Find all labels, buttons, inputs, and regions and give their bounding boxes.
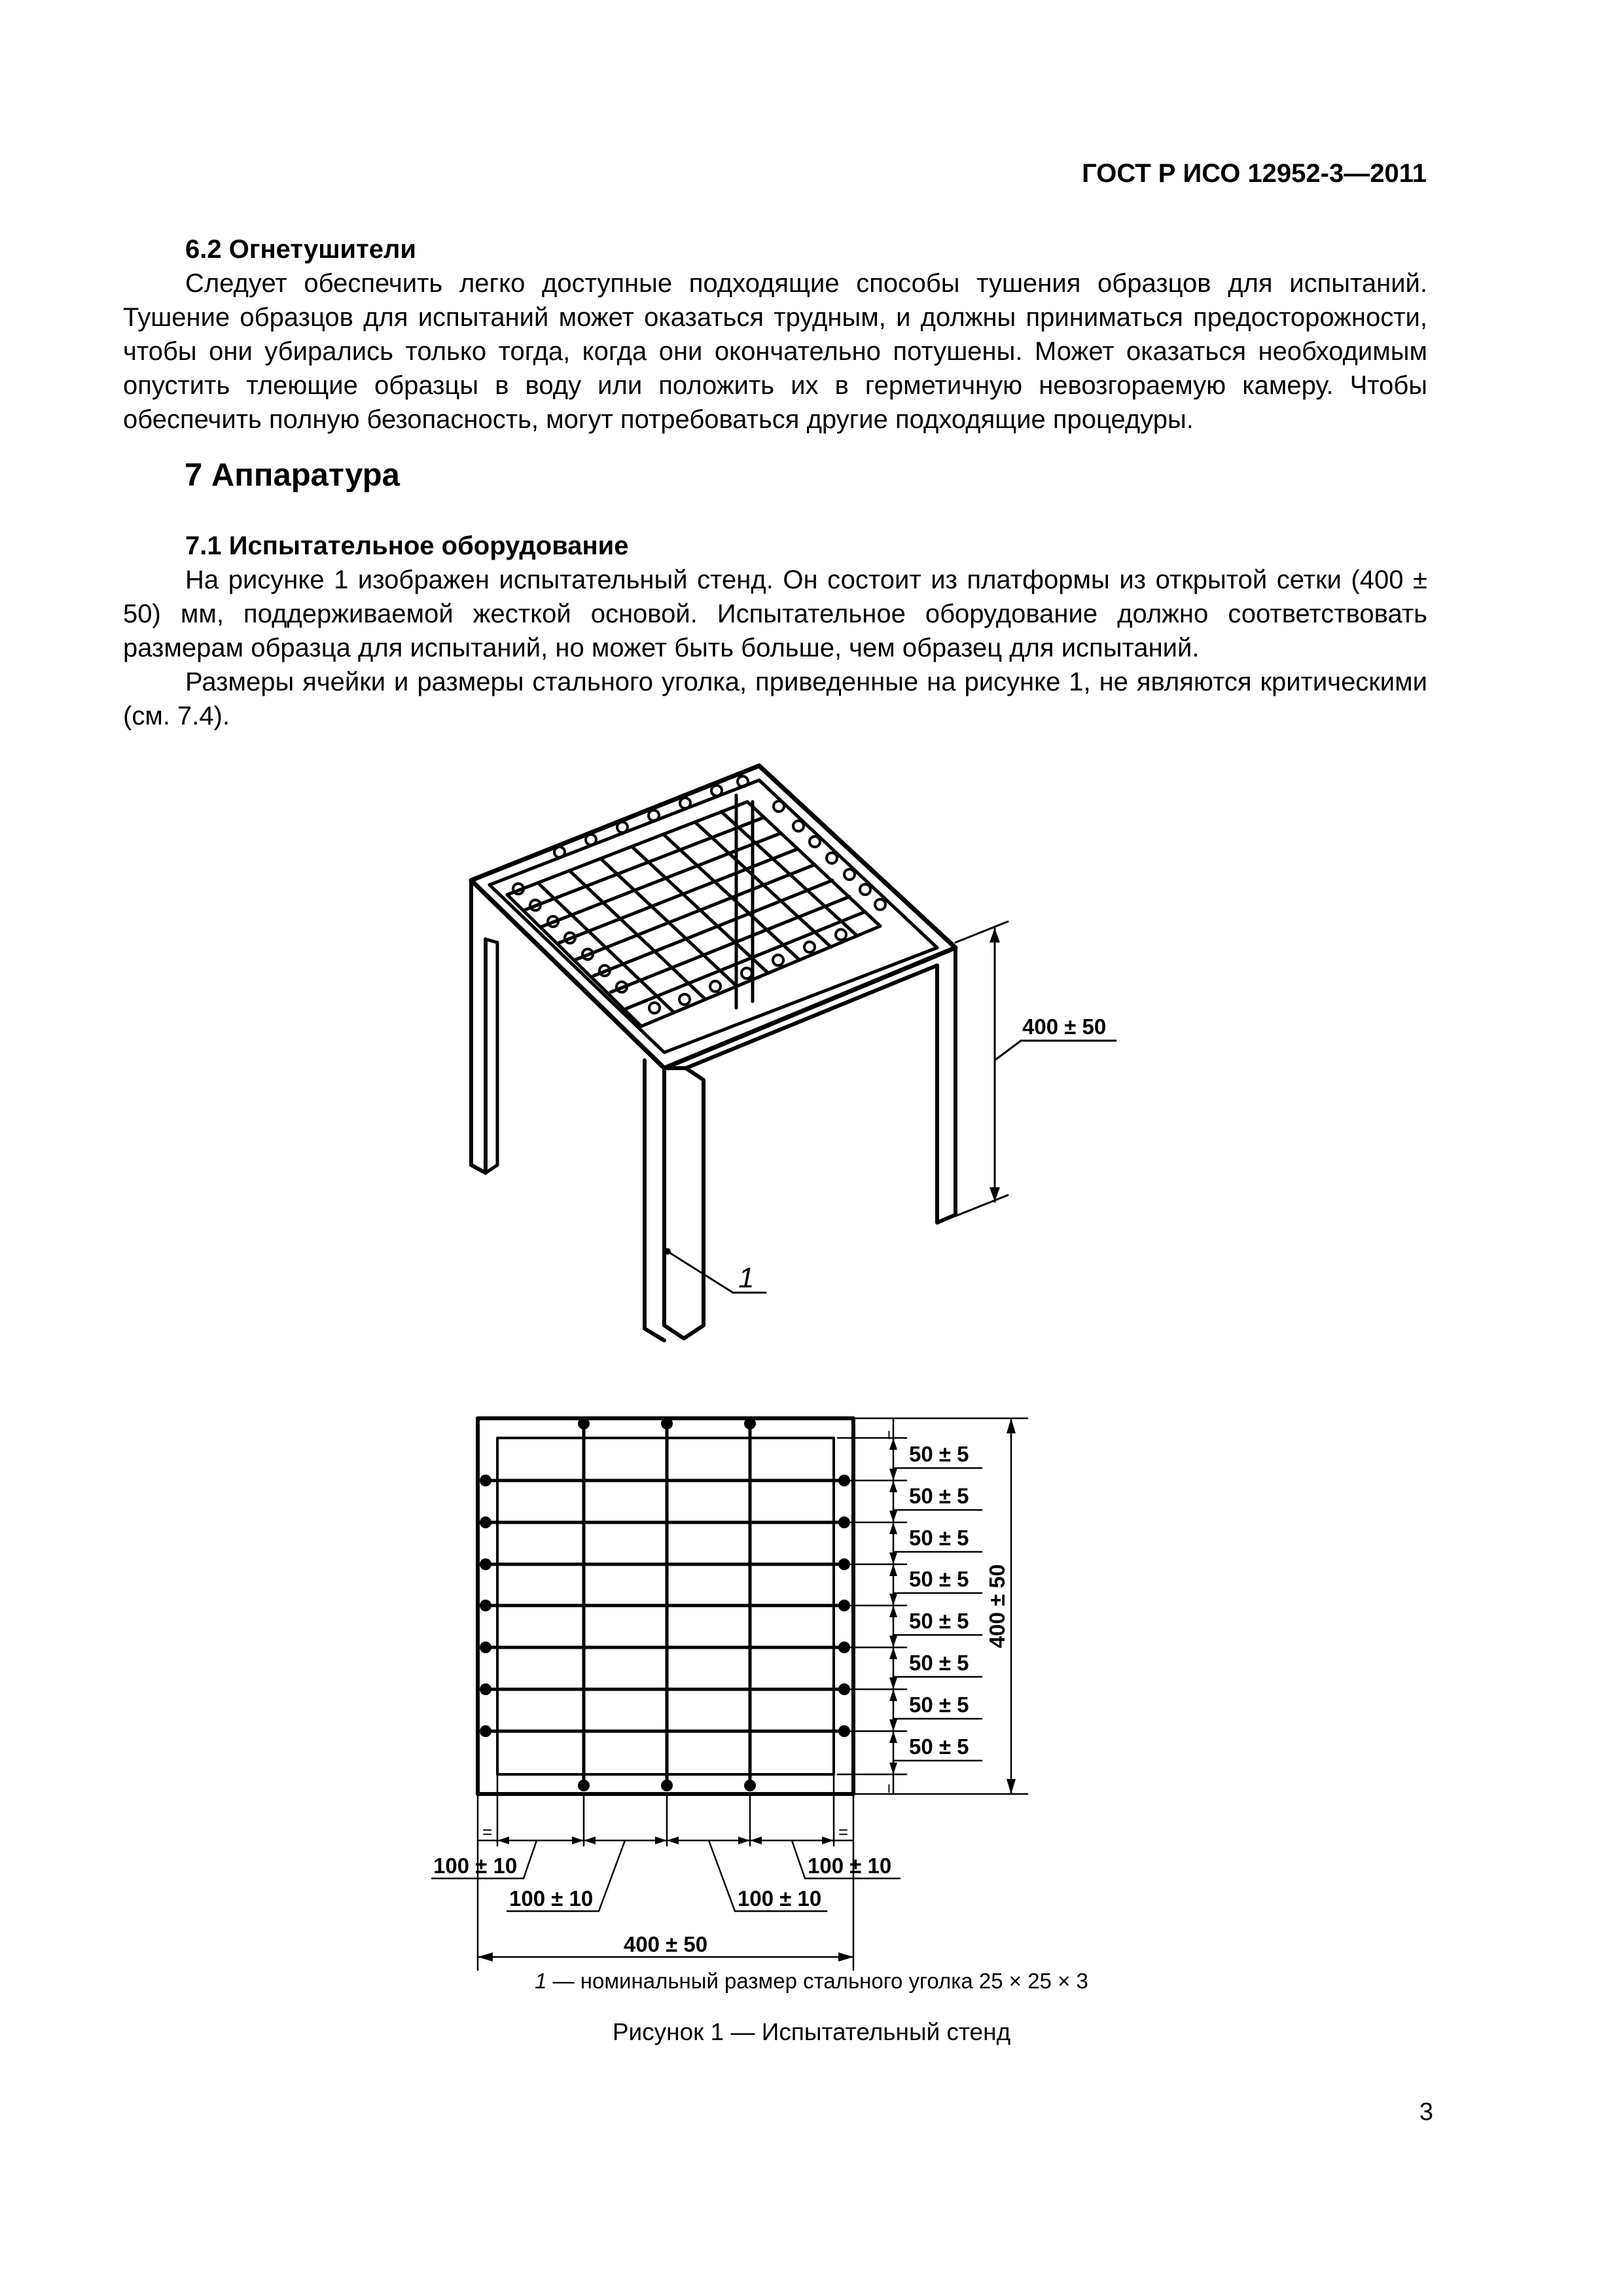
column-spacing-label: 100 ± 10 — [808, 1854, 892, 1878]
section-6-2-heading: 6.2 Огнетушители — [185, 235, 416, 264]
section-7-1-paragraph-1: На рисунке 1 изображен испытательный стенд. Он состоит из платформы из открытой сетки (400 ± 50) мм, поддерживаемой жесткой основой. Испытательное оборудование должно соответствовать размерам образца для испытаний, но может быть больше, чем образец для испытаний. — [123, 565, 1427, 662]
row-spacing-label: 50 ± 5 — [909, 1526, 969, 1550]
equal-mark: = — [482, 1822, 493, 1842]
iso-callout-number: 1 — [738, 1262, 755, 1294]
figure-note-number: 1 — [535, 1969, 547, 1993]
section-6-2-paragraph: Следует обеспечить легко доступные подходящие способы тушения образцов для испытаний. Тушение образцов для испытаний может оказаться трудным, и должны приниматься предосторожности, чтобы они убирались только тогда, когда они окончательно потушены. Может оказаться необходимым опустить тлеющие образцы в воду или положить их в герметичную невозгораемую камеру. Чтобы обеспечить полную безопасность, могут потребоваться другие подходящие процедуры. — [123, 269, 1427, 434]
row-spacing-label: 50 ± 5 — [909, 1484, 969, 1508]
row-spacing-label: 50 ± 5 — [909, 1734, 969, 1759]
equal-mark: = — [882, 1784, 901, 1794]
row-spacing-label: 50 ± 5 — [909, 1442, 969, 1466]
row-spacing-label: 50 ± 5 — [909, 1609, 969, 1633]
isometric-test-stand — [471, 766, 1116, 1340]
iso-height-label: 400 ± 50 — [1022, 1014, 1107, 1039]
section-7-heading: 7 Аппаратура — [185, 457, 400, 493]
section-7-1-paragraph-2: Размеры ячейки и размеры стального уголка, приведенные на рисунке 1, не являются критическими (см. 7.4). — [123, 668, 1427, 730]
plan-height-label: 400 ± 50 — [985, 1564, 1009, 1649]
figure-caption: Рисунок 1 — Испытательный стенд — [612, 2018, 1011, 2045]
equal-mark: = — [838, 1822, 849, 1842]
column-spacing-label: 100 ± 10 — [738, 1886, 822, 1910]
section-7-1-heading: 7.1 Испытательное оборудование — [185, 531, 629, 560]
document-code: ГОСТ Р ИСО 12952-3—2011 — [1082, 159, 1427, 188]
equal-mark: = — [882, 1430, 901, 1441]
figure-note-text: — номинальный размер стального уголка 25 × 25 × 3 — [546, 1969, 1088, 1993]
figure-note — [0, 1969, 1623, 1994]
plan-width-label: 400 ± 50 — [623, 1932, 708, 1956]
column-spacing-label: 100 ± 10 — [433, 1854, 518, 1878]
row-spacing-label: 50 ± 5 — [909, 1567, 969, 1591]
page-number: 3 — [1419, 2098, 1433, 2126]
row-spacing-label: 50 ± 5 — [909, 1693, 969, 1717]
column-spacing-label: 100 ± 10 — [509, 1886, 594, 1910]
row-spacing-label: 50 ± 5 — [909, 1651, 969, 1675]
